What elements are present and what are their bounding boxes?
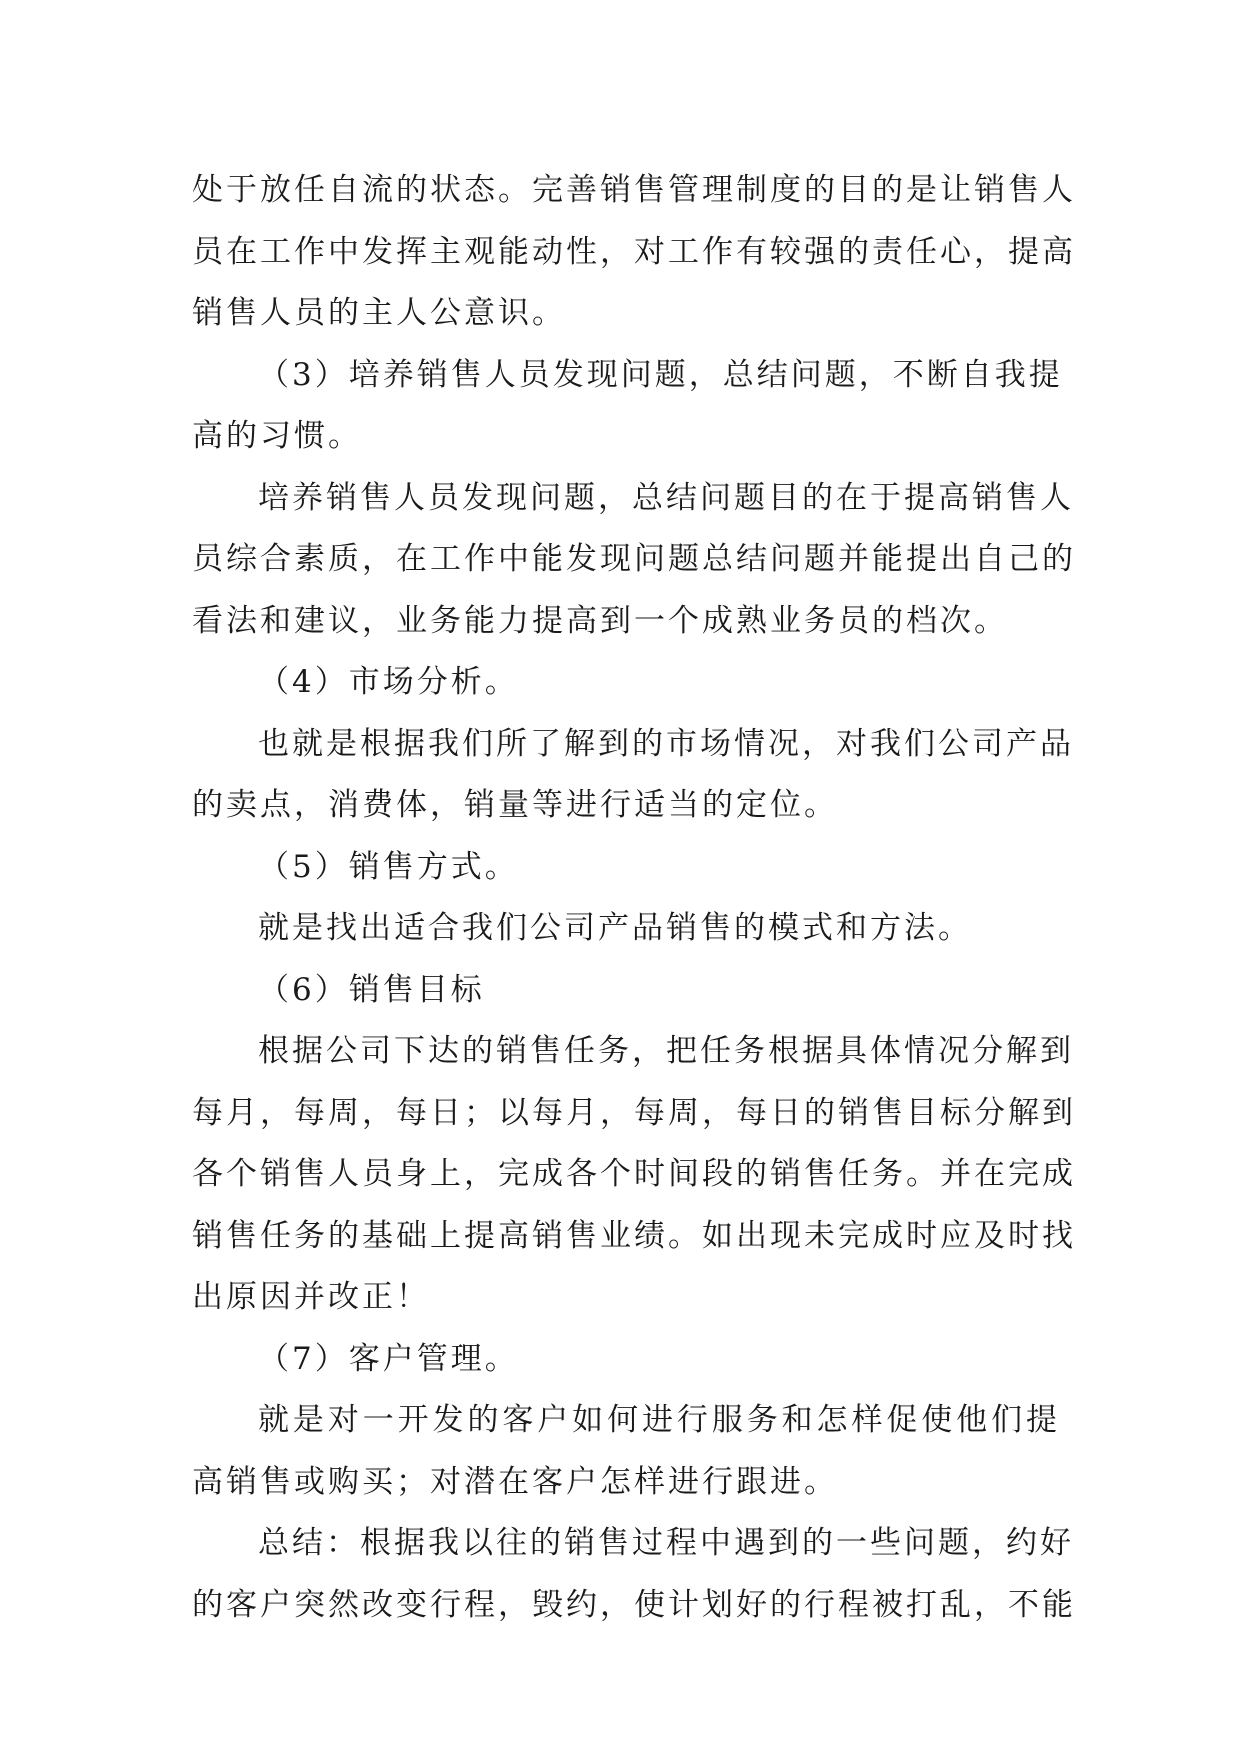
section-heading: （7）客户管理。 [258, 1340, 519, 1377]
section-heading: （5）销售方式。 [258, 848, 519, 885]
text-line: 出原因并改正！ [192, 1279, 430, 1315]
text-line: 就是对一开发的客户如何进行服务和怎样促使他们提 [258, 1402, 1060, 1438]
text-line: 培养销售人员发现问题，总结问题目的在于提高销售人 [258, 479, 1074, 516]
text-line: 的卖点，消费体，销量等进行适当的定位。 [192, 787, 838, 823]
text-line: 看法和建议，业务能力提高到一个成熟业务员的档次。 [192, 602, 1008, 639]
text-line: 根据公司下达的销售任务，把任务根据具体情况分解到 [258, 1033, 1074, 1069]
section-heading: （6）销售目标 [258, 971, 485, 1008]
body-text [192, 160, 1076, 1636]
text-line: 的客户突然改变行程，毁约，使计划好的行程被打乱，不能 [192, 1586, 1076, 1623]
text-line: 销售任务的基础上提高销售业绩。如出现未完成时应及时找 [192, 1217, 1076, 1254]
text-line: 销售人员的主人公意识。 [192, 295, 566, 331]
text-line: 员在工作中发挥主观能动性，对工作有较强的责任心，提高 [192, 233, 1076, 270]
text-line: 高的习惯。 [192, 418, 362, 454]
section-heading: （4）市场分析。 [258, 664, 519, 700]
text-line: 处于放任自流的状态。完善销售管理制度的目的是让销售人 [192, 172, 1076, 208]
text-line: 也就是根据我们所了解到的市场情况，对我们公司产品 [258, 725, 1074, 762]
text-line: 每月，每周，每日；以每月，每周，每日的销售目标分解到 [192, 1094, 1076, 1131]
text-line: 高销售或购买；对潜在客户怎样进行跟进。 [192, 1463, 838, 1500]
text-line: 员综合素质，在工作中能发现问题总结问题并能提出自己的 [192, 541, 1076, 577]
text-line: 各个销售人员身上，完成各个时间段的销售任务。并在完成 [192, 1156, 1076, 1192]
text-line: 就是找出适合我们公司产品销售的模式和方法。 [258, 910, 972, 946]
text-line: 总结：根据我以往的销售过程中遇到的一些问题，约好 [258, 1525, 1074, 1561]
section-heading: （3）培养销售人员发现问题，总结问题，不断自我提 [258, 356, 1063, 393]
